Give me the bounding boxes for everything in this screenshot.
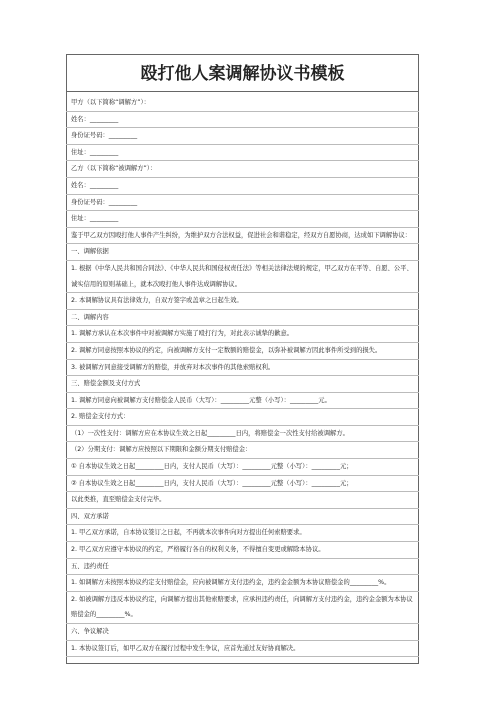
document-row: 姓名：_________: [66, 178, 419, 195]
document-row: 三、赔偿金额及支付方式: [66, 376, 419, 393]
document-row: 二、调解内容: [66, 310, 419, 327]
document-row: 身份证号码：_________: [66, 128, 419, 145]
document-title: 殴打他人案调解协议书模板: [66, 56, 419, 92]
document-row: ② 自本协议生效之日起_________日内，支付人民币（大写）：_________元整（小写）：_________元；: [66, 476, 419, 493]
document-row: （2）分期支付：调解方应按照以下期限和金额分期支付赔偿金：: [66, 442, 419, 459]
document-row: 1. 调解方同意向被调解方支付赔偿金人民币（大写）：_________元整（小写）：_________元。: [66, 393, 419, 410]
document-row: 1. 根据《中华人民共和国合同法》、《中华人民共和国侵权责任法》等相关法律法规的规定，甲乙双方在平等、自愿、公平、诚实信用的原则基础上，就本次殴打他人事件达成调解协议。: [66, 261, 419, 293]
document-body: [66, 95, 419, 657]
document-row: 以此类推，直至赔偿金支付完毕。: [66, 492, 419, 509]
document-row: 住址：_________: [66, 145, 419, 162]
document-row: 3. 被调解方同意接受调解方的赔偿，并放弃对本次事件的其他索赔权利。: [66, 360, 419, 377]
document-row: 1. 如调解方未按照本协议约定支付赔偿金，应向被调解方支付违约金，违约金金额为本协议赔偿金的_________%。: [66, 575, 419, 592]
document-row: 2. 赔偿金支付方式：: [66, 409, 419, 426]
document-row: 1. 调解方承认在本次事件中对被调解方实施了殴打行为，对此表示诚挚的歉意。: [66, 326, 419, 343]
document-row: 五、违约责任: [66, 559, 419, 576]
document-row: 四、双方承诺: [66, 509, 419, 526]
document-row: 1. 甲乙双方承诺，自本协议签订之日起，不再就本次事件向对方提出任何索赔要求。: [66, 525, 419, 542]
document-row: 姓名：_________: [66, 112, 419, 129]
document-row: ① 自本协议生效之日起_________日内，支付人民币（大写）：_________元整（小写）：_________元；: [66, 459, 419, 476]
document-row: 住址：_________: [66, 211, 419, 228]
document-row: 2. 如被调解方违反本协议约定，向调解方提出其他索赔要求，应承担违约责任，向调解方支付违约金，违约金金额为本协议赔偿金的_________%。: [66, 592, 419, 624]
document-row: 2. 调解方同意按照本协议的约定，向被调解方支付一定数额的赔偿金，以弥补被调解方因此事件所受到的损失。: [66, 343, 419, 360]
document-row: （1）一次性支付：调解方应在本协议生效之日起_________日内，将赔偿金一次性支付给被调解方。: [66, 426, 419, 443]
document-row: 乙方（以下简称“被调解方”）：: [66, 161, 419, 178]
document-row: 2. 本调解协议具有法律效力，自双方签字或盖章之日起生效。: [66, 293, 419, 310]
document-row: 身份证号码：_________: [66, 195, 419, 212]
document-row: 甲方（以下简称“调解方”）：: [66, 95, 419, 112]
document-row: 一、调解依据: [66, 244, 419, 261]
document-row: 2. 甲乙双方应遵守本协议的约定，严格履行各自的权利义务，不得擅自变更或解除本协议。: [66, 542, 419, 559]
document-row: 1. 本协议签订后，如甲乙双方在履行过程中发生争议，应首先通过友好协商解决。: [66, 641, 419, 658]
document-row: 六、争议解决: [66, 624, 419, 641]
document-row: 鉴于甲乙双方因殴打他人事件产生纠纷，为维护双方合法权益，促进社会和谐稳定，经双方自愿协商，达成如下调解协议：: [66, 228, 419, 245]
